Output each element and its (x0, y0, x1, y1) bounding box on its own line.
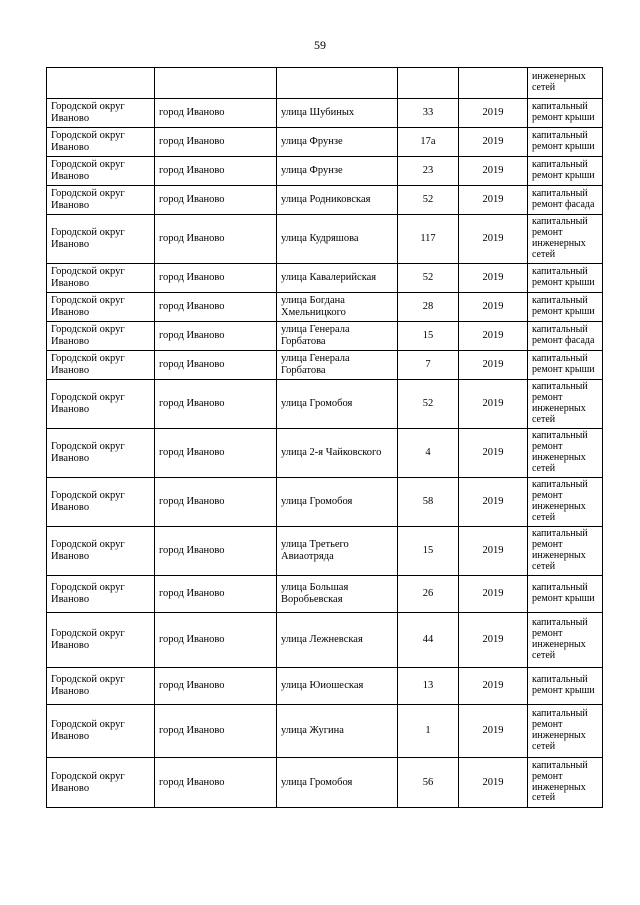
table-row (47, 99, 603, 128)
year-cell: 2019 (459, 527, 528, 576)
street-cell: улица Шубиных (277, 99, 398, 128)
table-row (47, 576, 603, 613)
table-row (47, 351, 603, 380)
street-cell: улица Третьего Авиаотряда (277, 527, 398, 576)
work-type-cell: капитальный ремонт крыши (528, 668, 603, 705)
district-cell (47, 68, 155, 99)
district-cell: Городской округ Иваново (47, 705, 155, 758)
year-cell (459, 68, 528, 99)
district-cell: Городской округ Иваново (47, 351, 155, 380)
street-cell: улица Фрунзе (277, 128, 398, 157)
district-cell: Городской округ Иваново (47, 293, 155, 322)
city-cell: город Иваново (155, 576, 277, 613)
work-type-cell: капитальный ремонт крыши (528, 128, 603, 157)
city-cell: город Иваново (155, 322, 277, 351)
city-cell: город Иваново (155, 429, 277, 478)
year-cell: 2019 (459, 322, 528, 351)
year-cell: 2019 (459, 705, 528, 758)
year-cell: 2019 (459, 429, 528, 478)
district-cell: Городской округ Иваново (47, 128, 155, 157)
house-number-cell: 17а (398, 128, 459, 157)
district-cell: Городской округ Иваново (47, 380, 155, 429)
house-number-cell: 23 (398, 157, 459, 186)
street-cell: улица Громобоя (277, 380, 398, 429)
district-cell: Городской округ Иваново (47, 99, 155, 128)
table-row (47, 186, 603, 215)
table-row (47, 478, 603, 527)
city-cell: город Иваново (155, 380, 277, 429)
work-type-cell: инженерных сетей (528, 68, 603, 99)
work-type-cell: капитальный ремонт инженерных сетей (528, 215, 603, 264)
work-type-cell: капитальный ремонт фасада (528, 322, 603, 351)
street-cell: улица Лежневская (277, 613, 398, 668)
district-cell: Городской округ Иваново (47, 157, 155, 186)
city-cell: город Иваново (155, 527, 277, 576)
table-row (47, 613, 603, 668)
street-cell: улица 2-я Чайковского (277, 429, 398, 478)
year-cell: 2019 (459, 668, 528, 705)
house-number-cell: 44 (398, 613, 459, 668)
street-cell: улица Громобоя (277, 478, 398, 527)
district-cell: Городской округ Иваново (47, 527, 155, 576)
city-cell: город Иваново (155, 668, 277, 705)
street-cell: улица Кавалерийская (277, 264, 398, 293)
district-cell: Городской округ Иваново (47, 758, 155, 808)
year-cell: 2019 (459, 157, 528, 186)
city-cell: город Иваново (155, 758, 277, 808)
city-cell (155, 68, 277, 99)
street-cell: улица Большая Воробьевская (277, 576, 398, 613)
street-cell: улица Генерала Горбатова (277, 351, 398, 380)
house-number-cell: 13 (398, 668, 459, 705)
city-cell: город Иваново (155, 705, 277, 758)
table-row (47, 527, 603, 576)
house-number-cell: 52 (398, 380, 459, 429)
city-cell: город Иваново (155, 99, 277, 128)
house-number-cell: 33 (398, 99, 459, 128)
work-type-cell: капитальный ремонт инженерных сетей (528, 705, 603, 758)
house-number-cell: 117 (398, 215, 459, 264)
work-type-cell: капитальный ремонт крыши (528, 293, 603, 322)
year-cell: 2019 (459, 351, 528, 380)
year-cell: 2019 (459, 264, 528, 293)
work-type-cell: капитальный ремонт инженерных сетей (528, 380, 603, 429)
district-cell: Городской округ Иваново (47, 478, 155, 527)
house-number-cell: 28 (398, 293, 459, 322)
city-cell: город Иваново (155, 293, 277, 322)
house-number-cell: 1 (398, 705, 459, 758)
district-cell: Городской округ Иваново (47, 576, 155, 613)
city-cell: город Иваново (155, 128, 277, 157)
street-cell: улица Генерала Горбатова (277, 322, 398, 351)
district-cell: Городской округ Иваново (47, 613, 155, 668)
table-row (47, 157, 603, 186)
city-cell: город Иваново (155, 264, 277, 293)
year-cell: 2019 (459, 128, 528, 157)
district-cell: Городской округ Иваново (47, 429, 155, 478)
table-row (47, 668, 603, 705)
year-cell: 2019 (459, 576, 528, 613)
house-number-cell: 52 (398, 186, 459, 215)
table-row (47, 293, 603, 322)
city-cell: город Иваново (155, 157, 277, 186)
work-type-cell: капитальный ремонт крыши (528, 264, 603, 293)
house-number-cell: 26 (398, 576, 459, 613)
work-type-cell: капитальный ремонт крыши (528, 351, 603, 380)
house-number-cell: 15 (398, 527, 459, 576)
city-cell: город Иваново (155, 186, 277, 215)
street-cell: улица Родниковская (277, 186, 398, 215)
city-cell: город Иваново (155, 215, 277, 264)
city-cell: город Иваново (155, 478, 277, 527)
work-type-cell: капитальный ремонт крыши (528, 99, 603, 128)
year-cell: 2019 (459, 380, 528, 429)
street-cell: улица Громобоя (277, 758, 398, 808)
district-cell: Городской округ Иваново (47, 264, 155, 293)
table-row (47, 264, 603, 293)
district-cell: Городской округ Иваново (47, 668, 155, 705)
work-type-cell: капитальный ремонт инженерных сетей (528, 527, 603, 576)
table-body (47, 68, 603, 808)
work-type-cell: капитальный ремонт фасада (528, 186, 603, 215)
district-cell: Городской округ Иваново (47, 215, 155, 264)
street-cell: улица Кудряшова (277, 215, 398, 264)
year-cell: 2019 (459, 613, 528, 668)
house-number-cell: 58 (398, 478, 459, 527)
table-row (47, 758, 603, 808)
city-cell: город Иваново (155, 351, 277, 380)
district-cell: Городской округ Иваново (47, 186, 155, 215)
street-cell: улица Богдана Хмельницкого (277, 293, 398, 322)
table-row (47, 380, 603, 429)
work-type-cell: капитальный ремонт инженерных сетей (528, 429, 603, 478)
house-number-cell (398, 68, 459, 99)
year-cell: 2019 (459, 215, 528, 264)
year-cell: 2019 (459, 99, 528, 128)
table-row (47, 68, 603, 99)
year-cell: 2019 (459, 293, 528, 322)
table-row (47, 322, 603, 351)
table-row (47, 215, 603, 264)
street-cell (277, 68, 398, 99)
page-number: 59 (314, 38, 326, 52)
year-cell: 2019 (459, 758, 528, 808)
district-cell: Городской округ Иваново (47, 322, 155, 351)
year-cell: 2019 (459, 478, 528, 527)
work-type-cell: капитальный ремонт крыши (528, 157, 603, 186)
table-row (47, 429, 603, 478)
year-cell: 2019 (459, 186, 528, 215)
work-type-cell: капитальный ремонт крыши (528, 576, 603, 613)
table-row (47, 128, 603, 157)
street-cell: улица Юиошеская (277, 668, 398, 705)
city-cell: город Иваново (155, 613, 277, 668)
street-cell: улица Жугина (277, 705, 398, 758)
registry-table (46, 67, 603, 808)
house-number-cell: 56 (398, 758, 459, 808)
house-number-cell: 15 (398, 322, 459, 351)
house-number-cell: 4 (398, 429, 459, 478)
street-cell: улица Фрунзе (277, 157, 398, 186)
work-type-cell: капитальный ремонт инженерных сетей (528, 613, 603, 668)
house-number-cell: 52 (398, 264, 459, 293)
house-number-cell: 7 (398, 351, 459, 380)
table-row (47, 705, 603, 758)
work-type-cell: капитальный ремонт инженерных сетей (528, 758, 603, 808)
work-type-cell: капитальный ремонт инженерных сетей (528, 478, 603, 527)
